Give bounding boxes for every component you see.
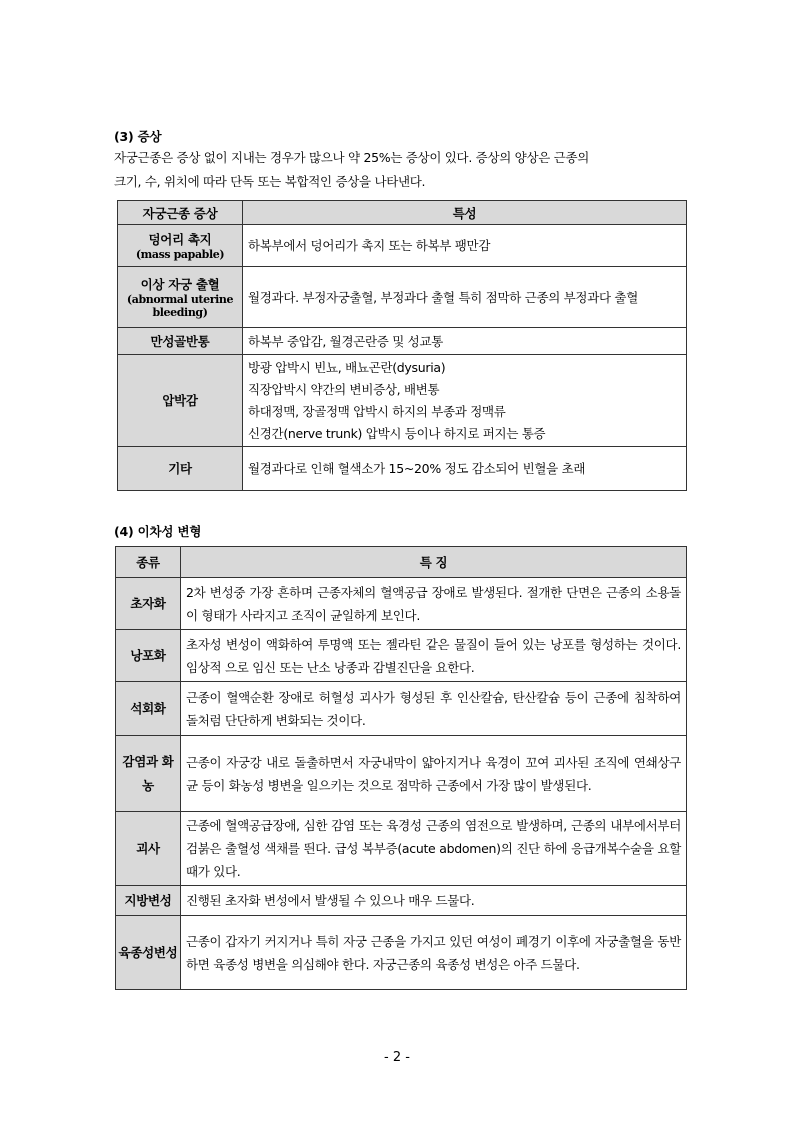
row-label: 압박감 xyxy=(118,355,243,447)
row-description: 근종이 혈액순환 장애로 허혈성 괴사가 형성된 후 인산칼슘, 탄산칼슘 등이 근종에 침착하여 돌처럼 단단하게 변화되는 것이다. xyxy=(181,682,687,736)
section-3-heading: (3) 증상 xyxy=(114,129,162,144)
intro-line-1: 자궁근종은 증상 없이 지내는 경우가 많으나 약 25%는 증상이 있다. 증상의 양상은 근종의 xyxy=(114,150,589,165)
header-symptom: 자궁근종 증상 xyxy=(118,201,243,225)
row-label: 덩어리 촉지 (mass papable) xyxy=(118,225,243,267)
row-description: 2차 변성중 가장 흔하며 근종자체의 혈액공급 장애로 발생된다. 절개한 단면은 근종의 소용돌이 형태가 사라지고 조직이 균일하게 보인다. xyxy=(181,578,687,630)
intro-line-2: 크기, 수, 위치에 따라 단독 또는 복합적인 증상을 나타낸다. xyxy=(114,174,426,189)
table-row xyxy=(118,267,687,328)
row-description: 초자성 변성이 액화하여 투명액 또는 젤라틴 같은 물질이 들어 있는 낭포를 형성하는 것이다. 임상적 으로 임신 또는 난소 낭종과 감별진단을 요한다. xyxy=(181,630,687,682)
table-row xyxy=(116,886,687,916)
row-label: 감염과 화농 xyxy=(116,736,181,812)
table-row xyxy=(116,812,687,886)
table-row xyxy=(118,328,687,355)
row-label: 낭포화 xyxy=(116,630,181,682)
header-type: 종류 xyxy=(116,547,181,578)
row-label: 육종성변성 xyxy=(116,916,181,990)
row-description: 하복부 중압감, 월경곤란증 및 성교통 xyxy=(243,328,687,355)
page-number: - 2 - xyxy=(384,1050,410,1065)
row-label: 괴사 xyxy=(116,812,181,886)
table-row xyxy=(118,447,687,491)
row-description: 방광 압박시 빈뇨, 배뇨곤란(dysuria) 직장압박시 약간의 변비증상, 배변통 하대정맥, 장골정맥 압박시 하지의 부종과 정맥류 신경간(nerve trunk) 압박시 등이나 하지로 퍼지는 통증 xyxy=(243,355,687,447)
table-row xyxy=(116,916,687,990)
table-row xyxy=(116,736,687,812)
row-label: 이상 자궁 출혈 (abnormal uterine bleeding) xyxy=(118,267,243,328)
row-label: 기타 xyxy=(118,447,243,491)
row-label: 지방변성 xyxy=(116,886,181,916)
row-description: 월경과다로 인해 혈색소가 15~20% 정도 감소되어 빈혈을 초래 xyxy=(243,447,687,491)
row-description: 진행된 초자화 변성에서 발생될 수 있으나 매우 드물다. xyxy=(181,886,687,916)
section-4-heading: (4) 이차성 변형 xyxy=(114,524,202,539)
row-label: 초자화 xyxy=(116,578,181,630)
table-row xyxy=(118,225,687,267)
table-header-row xyxy=(118,201,687,225)
symptoms-table xyxy=(117,200,687,491)
row-description: 하복부에서 덩어리가 촉지 또는 하복부 팽만감 xyxy=(243,225,687,267)
header-features: 특 징 xyxy=(181,547,687,578)
row-description: 근종에 혈액공급장애, 심한 감염 또는 육경성 근종의 염전으로 발생하며, 근종의 내부에서부터 검붉은 출혈성 색채를 띈다. 급성 복부증(acute abdomen)의 진단 하에 응급개복수술을 요할 때가 있다. xyxy=(181,812,687,886)
table-row xyxy=(116,682,687,736)
table-row xyxy=(116,578,687,630)
table-row xyxy=(116,630,687,682)
degeneration-table xyxy=(115,546,687,990)
row-description: 월경과다. 부정자궁출혈, 부정과다 출혈 특히 점막하 근종의 부정과다 출혈 xyxy=(243,267,687,328)
header-characteristics: 특성 xyxy=(243,201,687,225)
section-3-intro xyxy=(114,146,684,194)
row-description: 근종이 자궁강 내로 돌출하면서 자궁내막이 얇아지거나 육경이 꼬여 괴사된 조직에 연쇄상구균 등이 화농성 병변을 일으키는 것으로 점막하 근종에서 가장 많이 발생된다. xyxy=(181,736,687,812)
table-row xyxy=(118,355,687,447)
row-description: 근종이 갑자기 커지거나 특히 자궁 근종을 가지고 있던 여성이 폐경기 이후에 자궁출혈을 동반하면 육종성 병변을 의심해야 한다. 자궁근종의 육종성 변성은 아주 드물다. xyxy=(181,916,687,990)
row-label: 석회화 xyxy=(116,682,181,736)
row-label: 만성골반통 xyxy=(118,328,243,355)
table-header-row xyxy=(116,547,687,578)
